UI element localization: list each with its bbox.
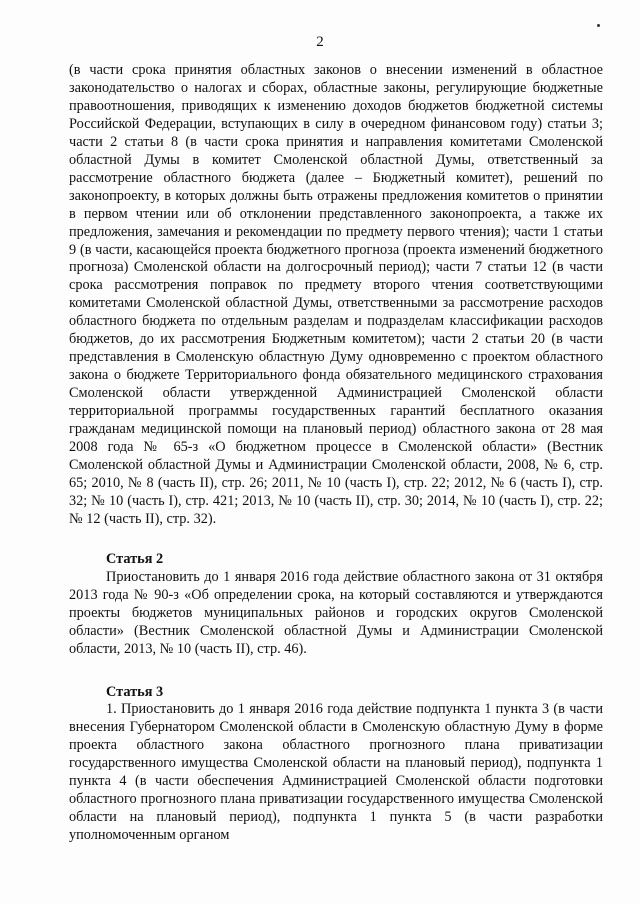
article-3-heading: Статья 3	[106, 683, 164, 700]
page-number: 2	[316, 34, 324, 50]
article-2-heading: Статья 2	[106, 550, 164, 567]
document-body	[69, 62, 603, 845]
paragraph-continuation: (в части срока принятия областных законов о внесении изменений в областное законодательство о налогах и сборах, областные законы, регулирующие бюджетные правоотношения, приводящих к изменению доходов бюджетов бюджетной системы Российской Федерации, вступающих в силу в очередном финансовом году) статьи 3; части 2 статьи 8 (в части срока принятия и направления комитетами Смоленской областной Думы в комитет Смоленской областной Думы, ответственный за рассмотрение областного бюджета (далее – Бюджетный комитет), решений по законопроекту, в которых должны быть отражены предложения комитетов о принятии в первом чтении или об отклонении представленного законопроекта, а также их предложения, замечания и рекомендации по предмету первого чтения); части 1 статьи 9 (в части, касающейся проекта бюджетного прогноза (проекта изменений бюджетного прогноза) Смоленской области на долгосрочный период); части 7 статьи 12 (в части срока рассмотрения поправок по предмету второго чтения соответствующими комитетами Смоленской областной Думы, ответственными за рассмотрение расходов областного бюджета по отдельным разделам и подразделам классификации расходов бюджетов, до их рассмотрения Бюджетным комитетом); части 2 статьи 20 (в части представления в Смоленскую областную Думу одновременно с проектом областного закона о бюджете Территориального фонда обязательного медицинского страхования Смоленской области утвержденной Администрацией Смоленской области территориальной программы государственных гарантий бесплатного оказания гражданам медицинской помощи на плановый период) областного закона от 28 мая 2008 года № 65-з «О бюджетном процессе в Смоленской области» (Вестник Смоленской областной Думы и Администрации Смоленской области, 2008, № 6, стр. 65; 2010, № 8 (часть II), стр. 26; 2011, № 10 (часть I), стр. 22; 2012, № 6 (часть I), стр. 32; № 10 (часть I), стр. 421; 2013, № 10 (часть II), стр. 30; 2014, № 10 (часть I), стр. 22; № 12 (часть II), стр. 32).	[69, 62, 603, 527]
article-2-text: Приостановить до 1 января 2016 года действие областного закона от 31 октября 2013 года № 90-з «Об определении срока, на который составляются и утверждаются проекты бюджетов муниципальных районов и городских округов Смоленской области» (Вестник Смоленской областной Думы и Администрации Смоленской области, 2013, № 10 (часть II), стр. 46).	[69, 568, 603, 657]
scan-speck	[597, 24, 600, 27]
article-3-text: 1. Приостановить до 1 января 2016 года действие подпункта 1 пункта 3 (в части внесения Губернатором Смоленской области в Смоленскую областную Думу в форме проекта областного закона областного прогнозного плана приватизации государственного имущества Смоленской области на плановый период), подпункта 1 пункта 4 (в части обеспечения Администрацией Смоленской области подготовки областного прогнозного плана приватизации государственного имущества Смоленской области на плановый период), подпункта 1 пункта 5 (в части разработки уполномоченным органом	[69, 701, 603, 844]
